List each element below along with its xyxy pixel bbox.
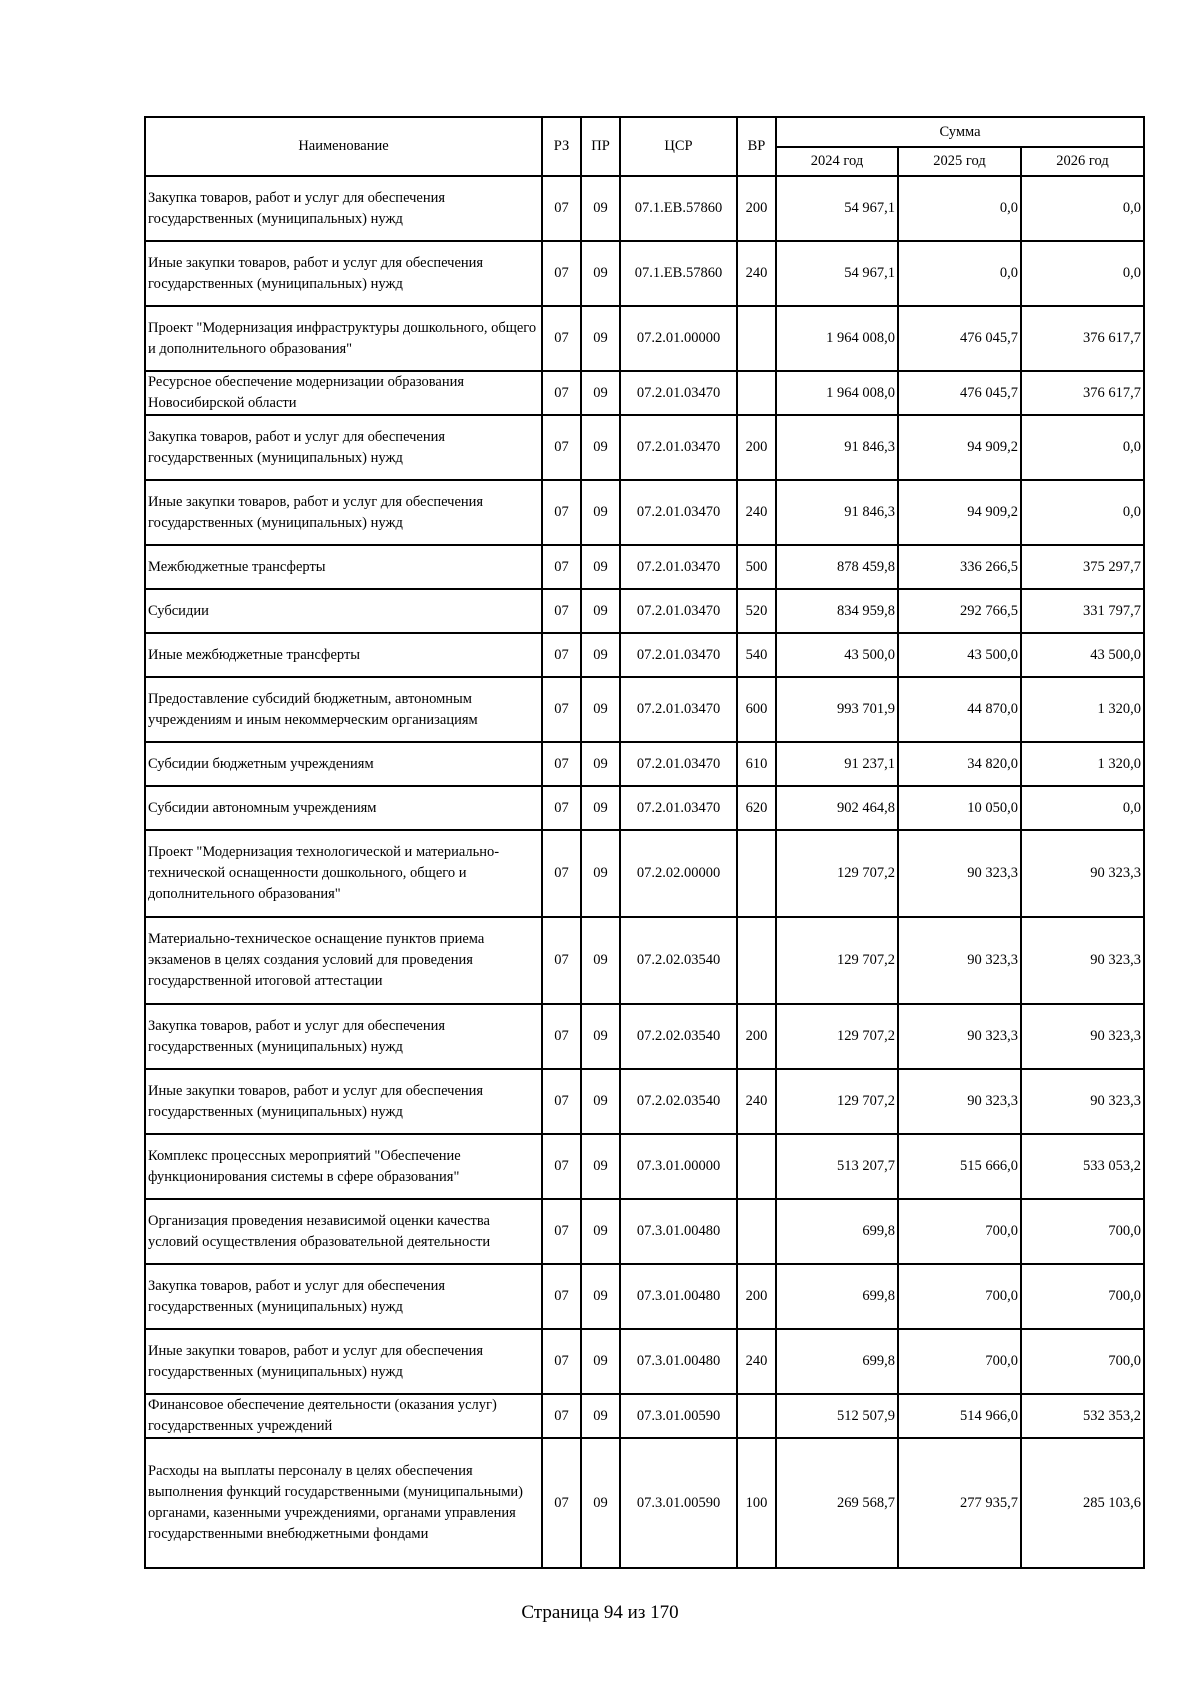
- row-amount-2025: 700,0: [898, 1199, 1021, 1264]
- budget-table: [144, 116, 1145, 1569]
- row-rz: 07: [542, 371, 581, 415]
- row-amount-2025: 90 323,3: [898, 1069, 1021, 1134]
- row-amount-2024: 91 846,3: [776, 480, 898, 545]
- table-body: [145, 176, 1144, 1568]
- table-row: [145, 480, 1144, 545]
- header-year-2025: 2025 год: [898, 147, 1021, 176]
- row-name: Комплекс процессных мероприятий "Обеспечение функционирования системы в сфере образования": [145, 1134, 542, 1199]
- row-amount-2024: 91 846,3: [776, 415, 898, 480]
- row-amount-2024: 902 464,8: [776, 786, 898, 830]
- row-amount-2025: 34 820,0: [898, 742, 1021, 786]
- row-pr: 09: [581, 371, 620, 415]
- row-vr: [737, 830, 776, 917]
- row-amount-2024: 699,8: [776, 1199, 898, 1264]
- row-csr: 07.3.01.00590: [620, 1438, 737, 1568]
- row-amount-2024: 129 707,2: [776, 1004, 898, 1069]
- row-name: Ресурсное обеспечение модернизации образования Новосибирской области: [145, 371, 542, 415]
- row-csr: 07.1.ЕВ.57860: [620, 176, 737, 241]
- row-vr: 200: [737, 176, 776, 241]
- row-csr: 07.2.02.03540: [620, 1069, 737, 1134]
- row-name: Финансовое обеспечение деятельности (оказания услуг) государственных учреждений: [145, 1394, 542, 1438]
- row-amount-2026: 43 500,0: [1021, 633, 1144, 677]
- table-row: [145, 1069, 1144, 1134]
- row-rz: 07: [542, 589, 581, 633]
- row-csr: 07.2.02.00000: [620, 830, 737, 917]
- row-name: Субсидии: [145, 589, 542, 633]
- row-name: Материально-техническое оснащение пунктов приема экзаменов в целях создания условий для проведения государственной итоговой аттестации: [145, 917, 542, 1004]
- row-amount-2026: 90 323,3: [1021, 1004, 1144, 1069]
- table-row: [145, 371, 1144, 415]
- row-pr: 09: [581, 241, 620, 306]
- row-amount-2026: 376 617,7: [1021, 306, 1144, 371]
- row-amount-2024: 993 701,9: [776, 677, 898, 742]
- table-row: [145, 1394, 1144, 1438]
- row-csr: 07.3.01.00480: [620, 1329, 737, 1394]
- row-amount-2025: 0,0: [898, 241, 1021, 306]
- table-row: [145, 415, 1144, 480]
- row-csr: 07.2.01.03470: [620, 589, 737, 633]
- row-vr: [737, 917, 776, 1004]
- table-row: [145, 786, 1144, 830]
- row-amount-2025: 43 500,0: [898, 633, 1021, 677]
- row-rz: 07: [542, 1199, 581, 1264]
- row-csr: 07.2.01.03470: [620, 786, 737, 830]
- row-amount-2024: 269 568,7: [776, 1438, 898, 1568]
- row-name: Расходы на выплаты персоналу в целях обеспечения выполнения функций государственными (муниципальными) органами, казенными учреждениями, органами управления государственными внебюджетными фондами: [145, 1438, 542, 1568]
- row-pr: 09: [581, 1438, 620, 1568]
- row-amount-2026: 90 323,3: [1021, 830, 1144, 917]
- row-amount-2024: 512 507,9: [776, 1394, 898, 1438]
- row-csr: 07.2.02.03540: [620, 1004, 737, 1069]
- row-name: Закупка товаров, работ и услуг для обеспечения государственных (муниципальных) нужд: [145, 1264, 542, 1329]
- row-name: Иные закупки товаров, работ и услуг для обеспечения государственных (муниципальных) нужд: [145, 480, 542, 545]
- row-amount-2025: 94 909,2: [898, 415, 1021, 480]
- row-csr: 07.1.ЕВ.57860: [620, 241, 737, 306]
- row-name: Субсидии автономным учреждениям: [145, 786, 542, 830]
- row-amount-2025: 90 323,3: [898, 1004, 1021, 1069]
- row-amount-2024: 699,8: [776, 1329, 898, 1394]
- row-amount-2024: 1 964 008,0: [776, 306, 898, 371]
- row-csr: 07.2.01.03470: [620, 371, 737, 415]
- row-amount-2024: 878 459,8: [776, 545, 898, 589]
- row-rz: 07: [542, 1004, 581, 1069]
- row-pr: 09: [581, 742, 620, 786]
- table-row: [145, 1134, 1144, 1199]
- header-vr: ВР: [737, 117, 776, 176]
- row-name: Межбюджетные трансферты: [145, 545, 542, 589]
- table-row: [145, 1264, 1144, 1329]
- row-rz: 07: [542, 677, 581, 742]
- page-number: Страница 94 из 170: [521, 1602, 679, 1623]
- table-row: [145, 176, 1144, 241]
- header-rz: РЗ: [542, 117, 581, 176]
- row-amount-2026: 90 323,3: [1021, 917, 1144, 1004]
- row-rz: 07: [542, 306, 581, 371]
- row-amount-2025: 476 045,7: [898, 371, 1021, 415]
- row-csr: 07.2.01.03470: [620, 677, 737, 742]
- row-vr: [737, 1134, 776, 1199]
- table-row: [145, 742, 1144, 786]
- row-amount-2026: 0,0: [1021, 786, 1144, 830]
- row-vr: 240: [737, 241, 776, 306]
- row-vr: 240: [737, 1069, 776, 1134]
- row-pr: 09: [581, 786, 620, 830]
- row-rz: 07: [542, 545, 581, 589]
- row-amount-2024: 513 207,7: [776, 1134, 898, 1199]
- row-amount-2026: 285 103,6: [1021, 1438, 1144, 1568]
- row-vr: 620: [737, 786, 776, 830]
- table-row: [145, 1438, 1144, 1568]
- row-name: Проект "Модернизация инфраструктуры дошкольного, общего и дополнительного образования": [145, 306, 542, 371]
- row-pr: 09: [581, 830, 620, 917]
- row-rz: 07: [542, 1134, 581, 1199]
- table-row: [145, 306, 1144, 371]
- row-rz: 07: [542, 1394, 581, 1438]
- row-rz: 07: [542, 830, 581, 917]
- table-row: [145, 241, 1144, 306]
- row-csr: 07.2.01.00000: [620, 306, 737, 371]
- row-csr: 07.2.01.03470: [620, 480, 737, 545]
- header-sum: Сумма: [776, 117, 1144, 147]
- row-pr: 09: [581, 480, 620, 545]
- row-amount-2026: 700,0: [1021, 1329, 1144, 1394]
- row-amount-2025: 0,0: [898, 176, 1021, 241]
- row-vr: [737, 1394, 776, 1438]
- row-vr: 200: [737, 1004, 776, 1069]
- row-name: Иные закупки товаров, работ и услуг для обеспечения государственных (муниципальных) нужд: [145, 241, 542, 306]
- row-amount-2026: 700,0: [1021, 1199, 1144, 1264]
- row-amount-2024: 129 707,2: [776, 830, 898, 917]
- row-amount-2025: 700,0: [898, 1264, 1021, 1329]
- row-pr: 09: [581, 306, 620, 371]
- document-page: [144, 116, 1143, 1569]
- row-name: Иные закупки товаров, работ и услуг для обеспечения государственных (муниципальных) нужд: [145, 1069, 542, 1134]
- row-pr: 09: [581, 1329, 620, 1394]
- row-vr: [737, 371, 776, 415]
- row-amount-2026: 532 353,2: [1021, 1394, 1144, 1438]
- row-amount-2026: 1 320,0: [1021, 742, 1144, 786]
- row-amount-2025: 44 870,0: [898, 677, 1021, 742]
- table-row: [145, 1199, 1144, 1264]
- row-pr: 09: [581, 1069, 620, 1134]
- row-amount-2026: 0,0: [1021, 176, 1144, 241]
- row-pr: 09: [581, 589, 620, 633]
- row-pr: 09: [581, 917, 620, 1004]
- row-csr: 07.3.01.00000: [620, 1134, 737, 1199]
- row-pr: 09: [581, 1264, 620, 1329]
- row-pr: 09: [581, 677, 620, 742]
- row-name: Субсидии бюджетным учреждениям: [145, 742, 542, 786]
- row-name: Организация проведения независимой оценки качества условий осуществления образовательной деятельности: [145, 1199, 542, 1264]
- row-csr: 07.2.01.03470: [620, 742, 737, 786]
- row-vr: 610: [737, 742, 776, 786]
- row-amount-2026: 1 320,0: [1021, 677, 1144, 742]
- row-amount-2026: 375 297,7: [1021, 545, 1144, 589]
- row-rz: 07: [542, 1069, 581, 1134]
- row-amount-2024: 129 707,2: [776, 1069, 898, 1134]
- row-vr: 600: [737, 677, 776, 742]
- row-amount-2026: 0,0: [1021, 241, 1144, 306]
- table-row: [145, 1004, 1144, 1069]
- table-row: [145, 917, 1144, 1004]
- row-amount-2025: 515 666,0: [898, 1134, 1021, 1199]
- row-csr: 07.2.01.03470: [620, 415, 737, 480]
- row-amount-2025: 336 266,5: [898, 545, 1021, 589]
- row-vr: [737, 306, 776, 371]
- row-vr: 200: [737, 415, 776, 480]
- row-rz: 07: [542, 633, 581, 677]
- row-rz: 07: [542, 480, 581, 545]
- row-name: Закупка товаров, работ и услуг для обеспечения государственных (муниципальных) нужд: [145, 1004, 542, 1069]
- row-amount-2026: 700,0: [1021, 1264, 1144, 1329]
- row-pr: 09: [581, 545, 620, 589]
- row-vr: 520: [737, 589, 776, 633]
- row-name: Закупка товаров, работ и услуг для обеспечения государственных (муниципальных) нужд: [145, 415, 542, 480]
- row-amount-2025: 277 935,7: [898, 1438, 1021, 1568]
- row-rz: 07: [542, 1438, 581, 1568]
- row-amount-2025: 90 323,3: [898, 830, 1021, 917]
- row-pr: 09: [581, 415, 620, 480]
- table-row: [145, 830, 1144, 917]
- row-name: Закупка товаров, работ и услуг для обеспечения государственных (муниципальных) нужд: [145, 176, 542, 241]
- row-vr: 240: [737, 1329, 776, 1394]
- row-amount-2024: 54 967,1: [776, 241, 898, 306]
- row-rz: 07: [542, 917, 581, 1004]
- row-pr: 09: [581, 1394, 620, 1438]
- row-rz: 07: [542, 1329, 581, 1394]
- row-name: Проект "Модернизация технологической и материально-технической оснащенности дошкольного, общего и дополнительного образования": [145, 830, 542, 917]
- row-pr: 09: [581, 1004, 620, 1069]
- row-csr: 07.3.01.00590: [620, 1394, 737, 1438]
- row-vr: 200: [737, 1264, 776, 1329]
- row-amount-2024: 91 237,1: [776, 742, 898, 786]
- table-row: [145, 589, 1144, 633]
- row-pr: 09: [581, 633, 620, 677]
- row-amount-2024: 43 500,0: [776, 633, 898, 677]
- row-vr: 100: [737, 1438, 776, 1568]
- row-rz: 07: [542, 415, 581, 480]
- row-vr: [737, 1199, 776, 1264]
- row-amount-2024: 54 967,1: [776, 176, 898, 241]
- row-rz: 07: [542, 742, 581, 786]
- row-vr: 240: [737, 480, 776, 545]
- row-amount-2024: 129 707,2: [776, 917, 898, 1004]
- row-amount-2025: 292 766,5: [898, 589, 1021, 633]
- row-name: Предоставление субсидий бюджетным, автономным учреждениям и иным некоммерческим организациям: [145, 677, 542, 742]
- row-amount-2025: 10 050,0: [898, 786, 1021, 830]
- header-name: Наименование: [145, 117, 542, 176]
- row-amount-2025: 514 966,0: [898, 1394, 1021, 1438]
- row-vr: 500: [737, 545, 776, 589]
- row-csr: 07.2.01.03470: [620, 545, 737, 589]
- table-row: [145, 1329, 1144, 1394]
- row-amount-2026: 533 053,2: [1021, 1134, 1144, 1199]
- row-rz: 07: [542, 241, 581, 306]
- header-pr: ПР: [581, 117, 620, 176]
- row-amount-2024: 1 964 008,0: [776, 371, 898, 415]
- row-pr: 09: [581, 176, 620, 241]
- table-row: [145, 677, 1144, 742]
- row-name: Иные закупки товаров, работ и услуг для обеспечения государственных (муниципальных) нужд: [145, 1329, 542, 1394]
- row-amount-2025: 476 045,7: [898, 306, 1021, 371]
- row-rz: 07: [542, 1264, 581, 1329]
- table-row: [145, 545, 1144, 589]
- row-vr: 540: [737, 633, 776, 677]
- header-year-2026: 2026 год: [1021, 147, 1144, 176]
- row-rz: 07: [542, 176, 581, 241]
- header-csr: ЦСР: [620, 117, 737, 176]
- row-amount-2024: 834 959,8: [776, 589, 898, 633]
- row-pr: 09: [581, 1134, 620, 1199]
- table-header: [145, 117, 1144, 176]
- row-pr: 09: [581, 1199, 620, 1264]
- row-amount-2026: 376 617,7: [1021, 371, 1144, 415]
- row-amount-2025: 94 909,2: [898, 480, 1021, 545]
- row-amount-2026: 0,0: [1021, 480, 1144, 545]
- row-csr: 07.3.01.00480: [620, 1199, 737, 1264]
- row-name: Иные межбюджетные трансферты: [145, 633, 542, 677]
- row-amount-2024: 699,8: [776, 1264, 898, 1329]
- row-amount-2025: 90 323,3: [898, 917, 1021, 1004]
- row-amount-2026: 331 797,7: [1021, 589, 1144, 633]
- row-amount-2026: 0,0: [1021, 415, 1144, 480]
- table-row: [145, 633, 1144, 677]
- row-amount-2025: 700,0: [898, 1329, 1021, 1394]
- header-year-2024: 2024 год: [776, 147, 898, 176]
- row-rz: 07: [542, 786, 581, 830]
- row-amount-2026: 90 323,3: [1021, 1069, 1144, 1134]
- row-csr: 07.2.01.03470: [620, 633, 737, 677]
- row-csr: 07.3.01.00480: [620, 1264, 737, 1329]
- row-csr: 07.2.02.03540: [620, 917, 737, 1004]
